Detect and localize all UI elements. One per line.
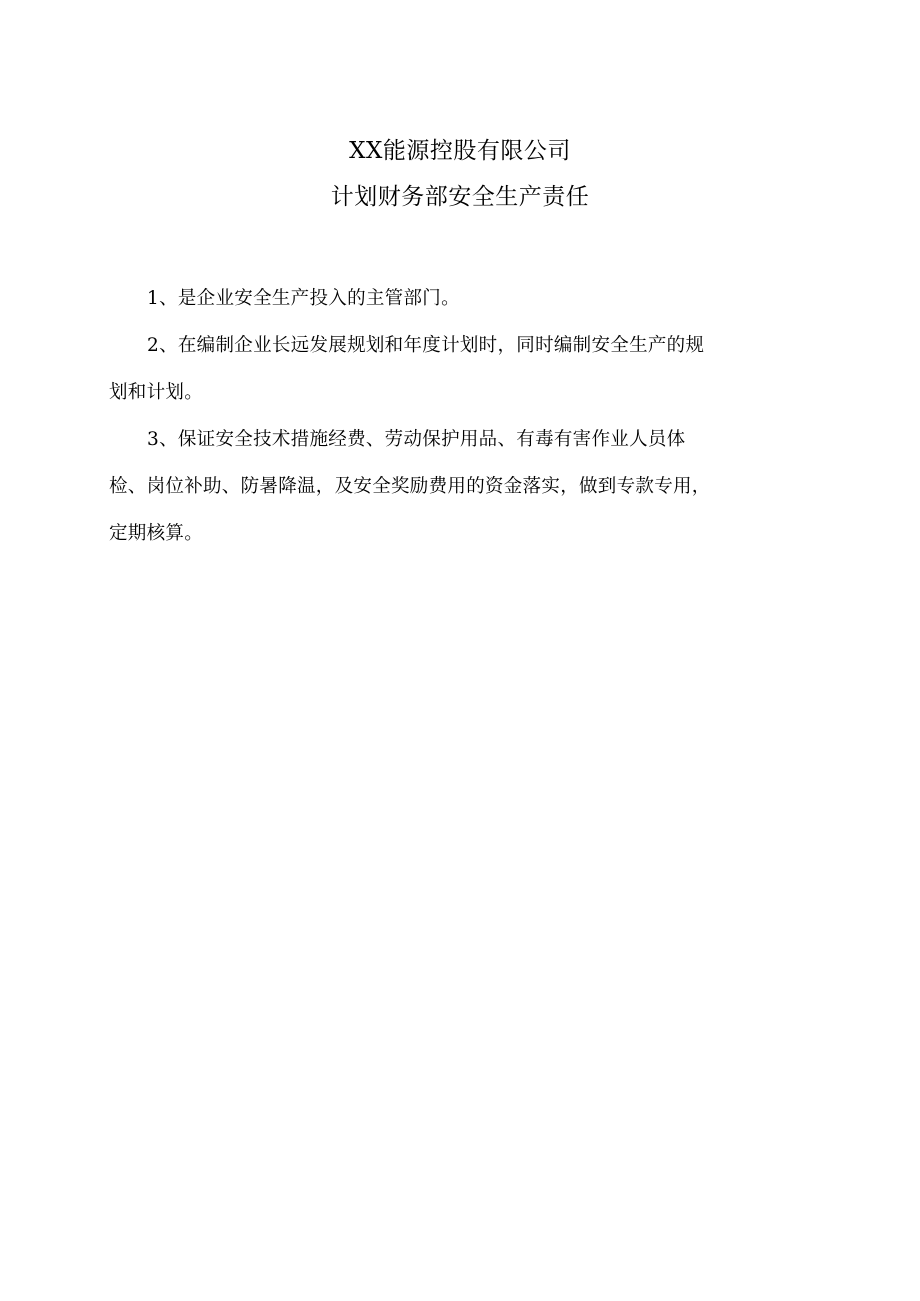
company-title: XX能源控股有限公司 (349, 138, 571, 164)
paragraph-3-line-1: 3、保证安全技术措施经费、劳动保护用品、有毒有害作业人员体 (147, 429, 686, 450)
paragraph-2 (109, 322, 793, 416)
paragraph-2-line-1: 2、在编制企业长远发展规划和年度计划时，同时编制安全生产的规 (147, 335, 705, 356)
paragraph-3-line-2: 检、岗位补助、防暑降温，及安全奖励费用的资金落实，做到专款专用， (109, 476, 711, 497)
document-subtitle: 计划财务部安全生产责任 (330, 184, 590, 210)
paragraph-2-line-2: 划和计划。 (109, 382, 204, 403)
title-block (0, 128, 920, 220)
document-body (109, 275, 793, 557)
paragraph-1 (109, 275, 793, 322)
paragraph-3 (109, 416, 793, 557)
paragraph-1-line-1: 1、是企业安全生产投入的主管部门。 (147, 288, 460, 309)
paragraph-3-line-3: 定期核算。 (109, 523, 204, 544)
